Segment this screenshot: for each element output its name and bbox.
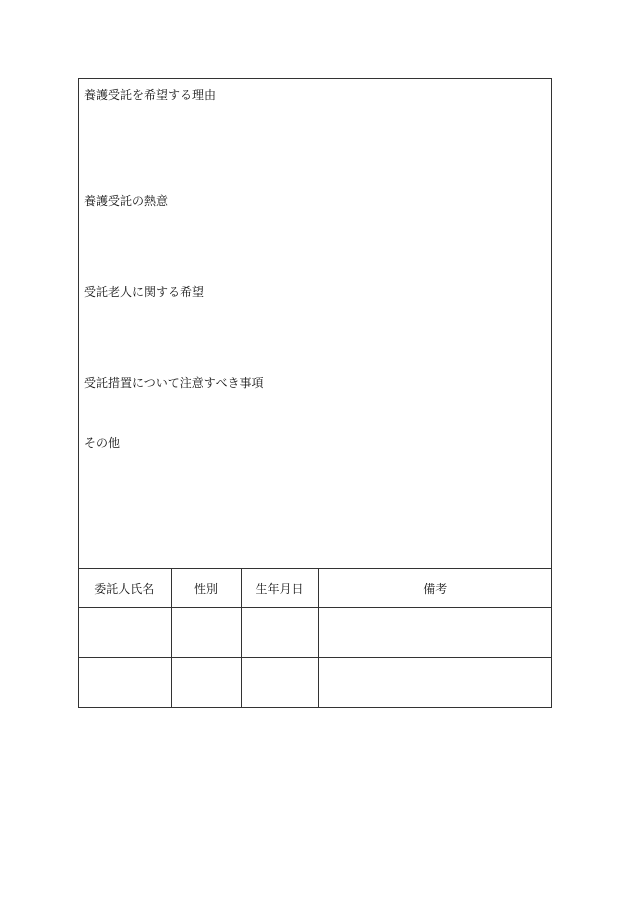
cell-birthdate[interactable] <box>241 608 318 658</box>
table-row <box>78 608 552 658</box>
section-enthusiasm-label: 養護受託の熱意 <box>84 194 169 208</box>
cell-entrustee-name[interactable] <box>78 658 171 708</box>
cell-remarks[interactable] <box>318 608 552 658</box>
section-other-label: その他 <box>84 436 121 450</box>
cell-sex[interactable] <box>171 658 241 708</box>
section-elderly-preference-label: 受託老人に関する希望 <box>84 285 205 299</box>
header-entrustee-name: 委託人氏名 <box>78 569 171 608</box>
section-reason-label: 養護受託を希望する理由 <box>84 88 217 102</box>
header-birthdate: 生年月日 <box>241 569 318 608</box>
cell-birthdate[interactable] <box>241 658 318 708</box>
table-row <box>78 658 552 708</box>
cell-entrustee-name[interactable] <box>78 608 171 658</box>
header-sex: 性別 <box>171 569 241 608</box>
cell-sex[interactable] <box>171 608 241 658</box>
table-header-row <box>78 569 552 608</box>
header-remarks: 備考 <box>318 569 552 608</box>
entrustee-table <box>78 568 552 707</box>
section-notes-label: 受託措置について注意すべき事項 <box>84 376 264 390</box>
cell-remarks[interactable] <box>318 658 552 708</box>
form-frame <box>78 78 552 708</box>
